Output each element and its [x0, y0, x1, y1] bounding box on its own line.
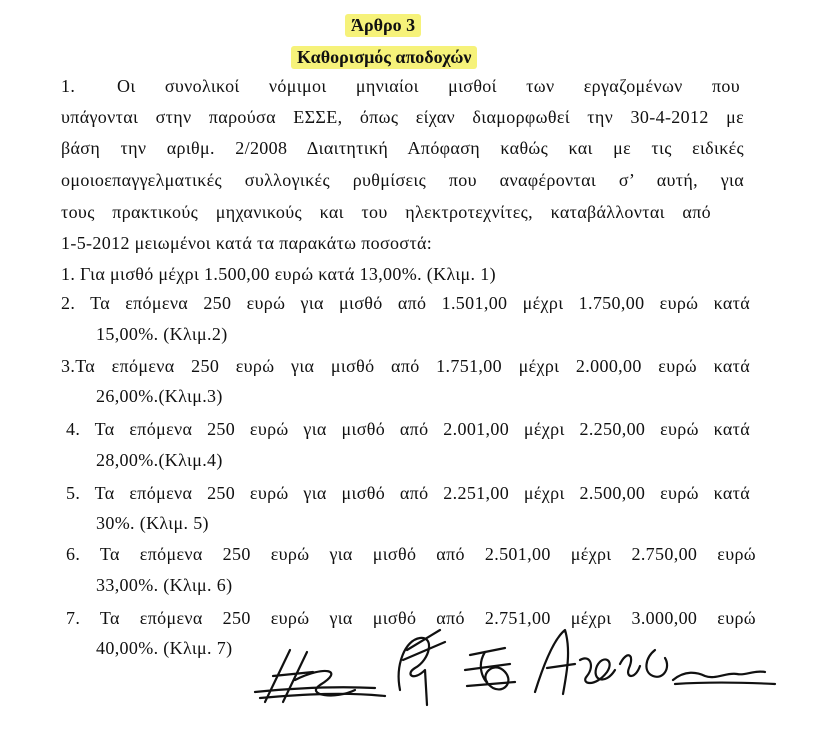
bracket-item: 2. Τα επόμενα 250 ευρώ για μισθό από 1.501,00 μέχρι 1.750,00 ευρώ κατά [61, 293, 750, 313]
article-title: Άρθρο 3 [345, 14, 421, 37]
paragraph-line: υπάγονται στην παρούσα ΕΣΣΕ, όπως είχαν διαμορφωθεί την 30-4-2012 με [61, 107, 744, 127]
bracket-item-continuation: 15,00%. (Κλιμ.2) [96, 324, 228, 344]
bracket-item-continuation: 30%. (Κλιμ. 5) [96, 513, 209, 533]
paragraph-line: Οι συνολικοί νόμιμοι μηνιαίοι μισθοί των εργαζομένων που [117, 76, 740, 96]
paragraph-line: τους πρακτικούς μηχανικούς και του ηλεκτροτεχνίτες, καταβάλλονται από [61, 202, 711, 222]
bracket-item-continuation: 40,00%. (Κλιμ. 7) [96, 638, 233, 658]
signature-3 [465, 648, 515, 689]
bracket-item: 6. Τα επόμενα 250 ευρώ για μισθό από 2.501,00 μέχρι 2.750,00 ευρώ [66, 544, 756, 564]
bracket-item: 7. Τα επόμενα 250 ευρώ για μισθό από 2.751,00 μέχρι 3.000,00 ευρώ [66, 608, 756, 628]
paragraph-line: βάση την αριθμ. 2/2008 Διαιτητική Απόφαση καθώς και με τις ειδικές [61, 138, 744, 158]
bracket-item: 5. Τα επόμενα 250 ευρώ για μισθό από 2.251,00 μέχρι 2.500,00 ευρώ κατά [66, 483, 750, 503]
article-subtitle: Καθορισμός αποδοχών [291, 46, 477, 69]
paragraph-number: 1. [61, 76, 76, 96]
bracket-item: 3.Τα επόμενα 250 ευρώ για μισθό από 1.751,00 μέχρι 2.000,00 ευρώ κατά [61, 356, 750, 376]
signature-5 [646, 650, 775, 684]
signature-2 [399, 630, 445, 705]
paragraph-line: ομοιοεπαγγελματικές συλλογικές ρυθμίσεις που αναφέρονται σ’ αυτή, για [61, 170, 744, 190]
bracket-item-continuation: 26,00%.(Κλιμ.3) [96, 386, 223, 406]
signature-4 [535, 630, 640, 694]
bracket-item-continuation: 28,00%.(Κλιμ.4) [96, 450, 223, 470]
signature-1 [255, 650, 385, 702]
bracket-item: 4. Τα επόμενα 250 ευρώ για μισθό από 2.001,00 μέχρι 2.250,00 ευρώ κατά [66, 419, 750, 439]
bracket-item: 1. Για μισθό μέχρι 1.500,00 ευρώ κατά 13,00%. (Κλιμ. 1) [61, 264, 496, 284]
bracket-item-continuation: 33,00%. (Κλιμ. 6) [96, 575, 233, 595]
paragraph-line: 1-5-2012 μειωμένοι κατά τα παρακάτω ποσοστά: [61, 233, 433, 253]
signatures [235, 610, 795, 720]
